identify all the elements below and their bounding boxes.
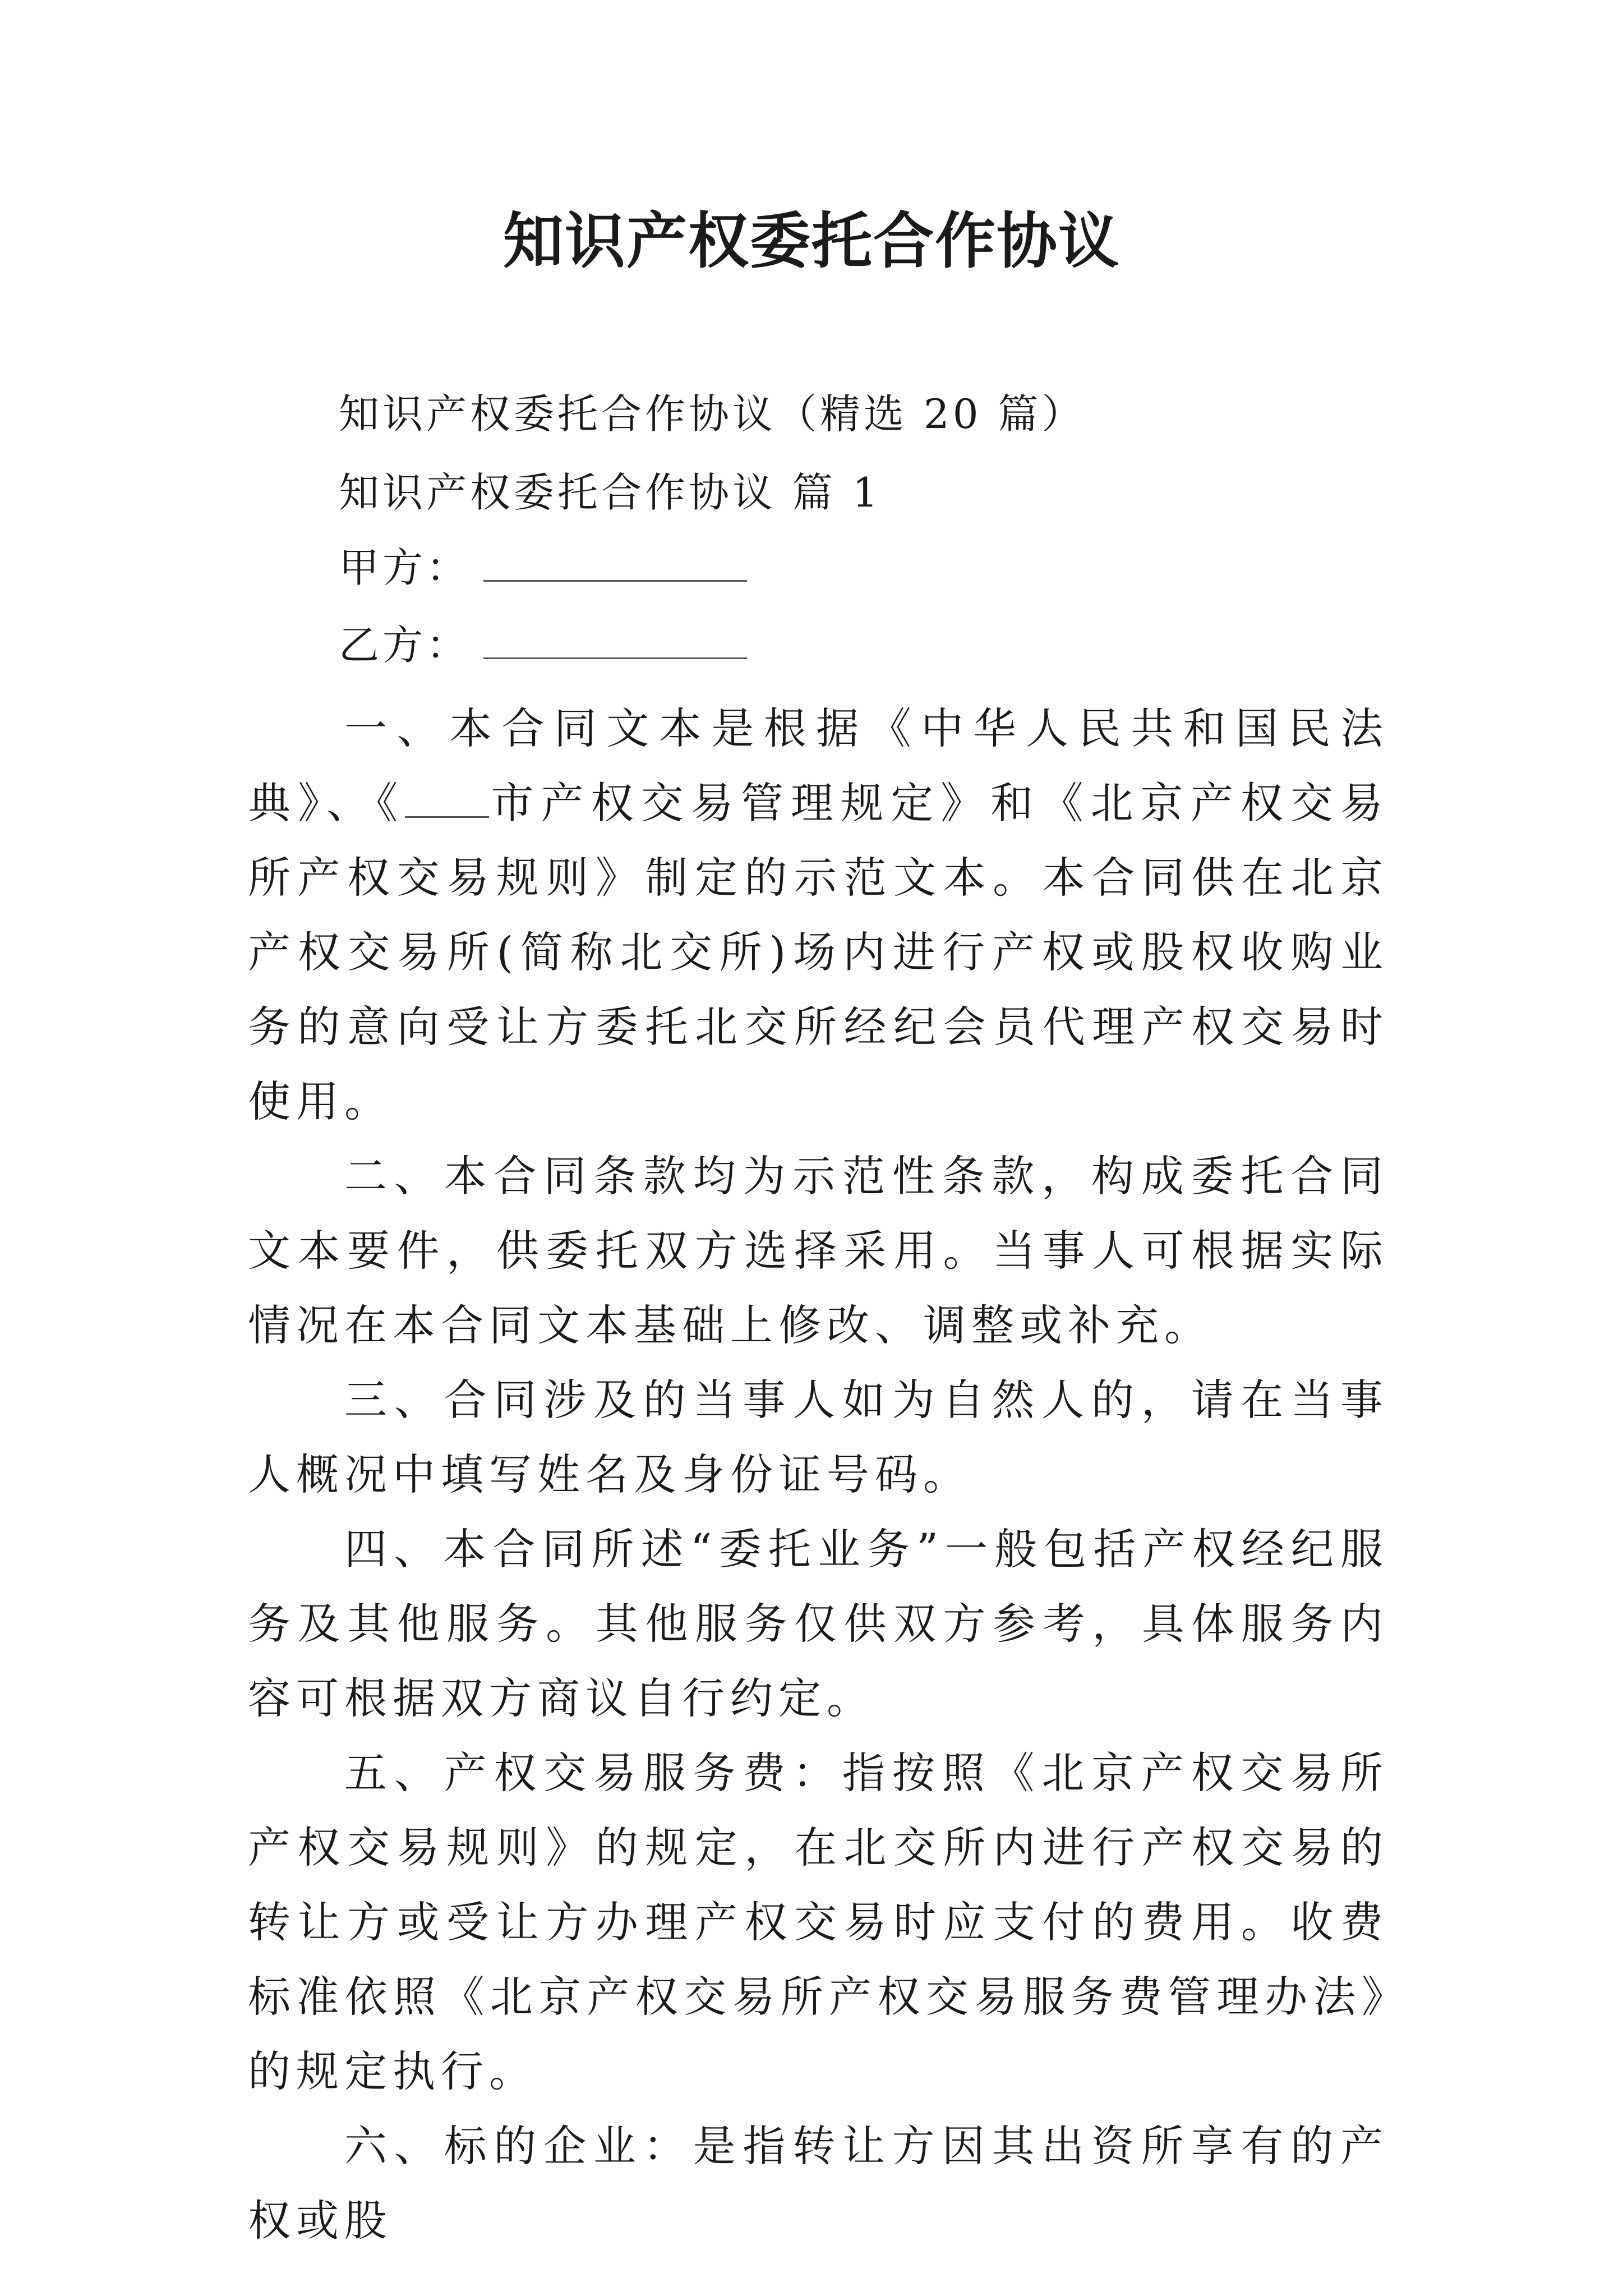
paragraph-1 xyxy=(248,691,1389,1139)
section-heading: 知识产权委托合作协议 篇 1 xyxy=(339,469,882,516)
paragraph-3: 三、合同涉及的当事人如为自然人的，请在当事人概况中填写姓名及身份证号码。 xyxy=(248,1375,1389,1499)
party-b-line xyxy=(339,617,747,673)
party-a-blank xyxy=(483,546,747,582)
document-title: 知识产权委托合作协议 xyxy=(502,206,1120,277)
party-a-line xyxy=(339,540,747,596)
document-subtitle: 知识产权委托合作协议（精选 20 篇） xyxy=(339,390,1086,438)
paragraph-1-part-a: 一、本合同文本是根据《中华人民共和国民法典》、《 xyxy=(248,703,1389,828)
paragraph-4: 四、本合同所述“委托业务”一般包括产权经纪服务及其他服务。其他服务仅供双方参考，具体服务内容可根据双方商议自行约定。 xyxy=(248,1524,1389,1723)
paragraph-2: 二、本合同条款均为示范性条款，构成委托合同文本要件，供委托双方选择采用。当事人可根据实际情况在本合同文本基础上修改、调整或补充。 xyxy=(248,1151,1389,1350)
party-b-blank xyxy=(483,624,747,659)
paragraph-6: 六、标的企业：是指转让方因其出资所享有的产权或股 xyxy=(248,2121,1389,2246)
document-body xyxy=(248,691,1389,2258)
paragraph-1-part-b: 市产权交易管理规定》和《北京产权交易所产权交易规则》制定的示范文本。本合同供在北京产权交易所(简称北交所)场内进行产权或股权收购业务的意向受让方委托北交所经纪会员代理产权交易时使用。 xyxy=(248,778,1389,1126)
paragraph-5: 五、产权交易服务费：指按照《北京产权交易所产权交易规则》的规定，在北交所内进行产权交易的转让方或受让方办理产权交易时应支付的费用。收费标准依照《北京产权交易所产权交易服务费管理办法》的规定执行。 xyxy=(248,1748,1389,2096)
party-b-label: 乙方： xyxy=(339,622,471,669)
city-blank xyxy=(405,781,489,818)
party-a-label: 甲方： xyxy=(339,544,471,591)
